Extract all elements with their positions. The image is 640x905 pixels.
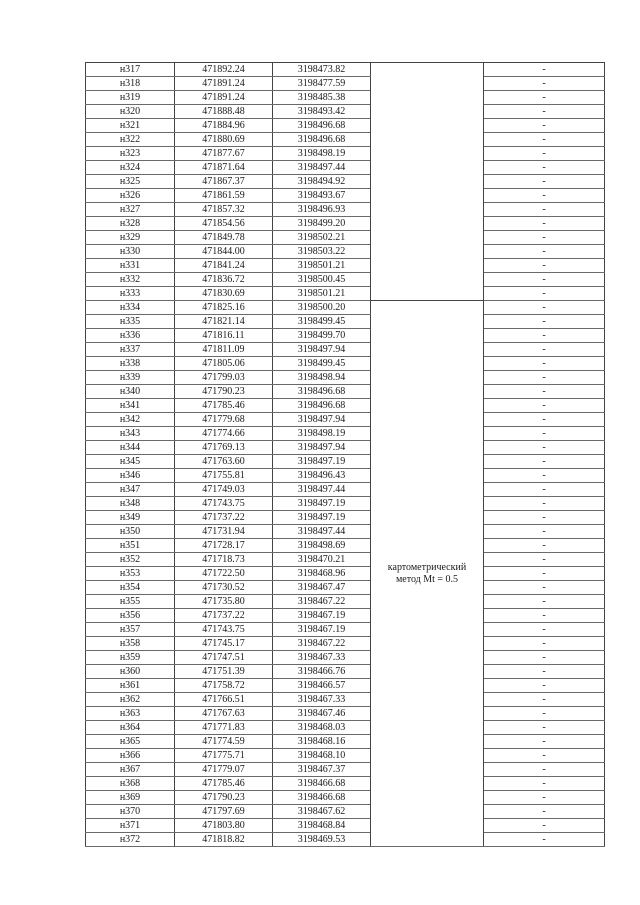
point-name-cell: н320 [86,105,175,119]
error-cell: - [484,791,605,805]
point-name-cell: н333 [86,287,175,301]
error-cell: - [484,693,605,707]
x-coordinate-cell: 471767.63 [175,707,273,721]
x-coordinate-cell: 471877.67 [175,147,273,161]
error-cell: - [484,749,605,763]
x-coordinate-cell: 471861.59 [175,189,273,203]
point-name-cell: н349 [86,511,175,525]
point-name-cell: н358 [86,637,175,651]
error-cell: - [484,819,605,833]
y-coordinate-cell: 3198468.16 [273,735,371,749]
y-coordinate-cell: 3198497.44 [273,483,371,497]
x-coordinate-cell: 471844.00 [175,245,273,259]
error-cell: - [484,651,605,665]
y-coordinate-cell: 3198466.68 [273,777,371,791]
point-name-cell: н364 [86,721,175,735]
method-text-line: картометрический [387,561,467,573]
point-name-cell: н326 [86,189,175,203]
table-row [86,819,605,833]
x-coordinate-cell: 471743.75 [175,623,273,637]
y-coordinate-cell: 3198485.38 [273,91,371,105]
error-cell: - [484,567,605,581]
y-coordinate-cell: 3198467.22 [273,637,371,651]
x-coordinate-cell: 471718.73 [175,553,273,567]
point-name-cell: н340 [86,385,175,399]
table-row [86,441,605,455]
error-cell: - [484,665,605,679]
error-cell: - [484,735,605,749]
error-cell: - [484,119,605,133]
table-row [86,595,605,609]
x-coordinate-cell: 471763.60 [175,455,273,469]
table-row [86,147,605,161]
x-coordinate-cell: 471816.11 [175,329,273,343]
y-coordinate-cell: 3198477.59 [273,77,371,91]
table-row [86,833,605,847]
x-coordinate-cell: 471722.50 [175,567,273,581]
point-name-cell: н345 [86,455,175,469]
table-row [86,553,605,567]
point-name-cell: н325 [86,175,175,189]
table-row [86,315,605,329]
y-coordinate-cell: 3198493.42 [273,105,371,119]
x-coordinate-cell: 471735.80 [175,595,273,609]
point-name-cell: н330 [86,245,175,259]
point-name-cell: н361 [86,679,175,693]
point-name-cell: н367 [86,763,175,777]
table-row [86,525,605,539]
y-coordinate-cell: 3198501.21 [273,259,371,273]
table-row [86,399,605,413]
point-name-cell: н348 [86,497,175,511]
error-cell: - [484,385,605,399]
table-row [86,679,605,693]
x-coordinate-cell: 471749.03 [175,483,273,497]
point-name-cell: н354 [86,581,175,595]
error-cell: - [484,553,605,567]
x-coordinate-cell: 471825.16 [175,301,273,315]
x-coordinate-cell: 471751.39 [175,665,273,679]
error-cell: - [484,399,605,413]
x-coordinate-cell: 471747.51 [175,651,273,665]
y-coordinate-cell: 3198500.20 [273,301,371,315]
error-cell: - [484,497,605,511]
table-row [86,637,605,651]
x-coordinate-cell: 471731.94 [175,525,273,539]
x-coordinate-cell: 471755.81 [175,469,273,483]
x-coordinate-cell: 471880.69 [175,133,273,147]
error-cell: - [484,189,605,203]
y-coordinate-cell: 3198497.94 [273,343,371,357]
x-coordinate-cell: 471857.32 [175,203,273,217]
error-cell: - [484,539,605,553]
table-row [86,301,605,315]
point-name-cell: н369 [86,791,175,805]
error-cell: - [484,805,605,819]
table-row [86,105,605,119]
error-cell: - [484,469,605,483]
y-coordinate-cell: 3198497.19 [273,497,371,511]
error-cell: - [484,763,605,777]
y-coordinate-cell: 3198500.45 [273,273,371,287]
table-row [86,175,605,189]
y-coordinate-cell: 3198501.21 [273,287,371,301]
point-name-cell: н343 [86,427,175,441]
error-cell: - [484,777,605,791]
table-row [86,357,605,371]
error-cell: - [484,525,605,539]
y-coordinate-cell: 3198467.19 [273,623,371,637]
x-coordinate-cell: 471799.03 [175,371,273,385]
y-coordinate-cell: 3198497.19 [273,511,371,525]
point-name-cell: н350 [86,525,175,539]
table-row [86,133,605,147]
table-row [86,217,605,231]
point-name-cell: н332 [86,273,175,287]
point-name-cell: н362 [86,693,175,707]
y-coordinate-cell: 3198497.44 [273,161,371,175]
x-coordinate-cell: 471811.09 [175,343,273,357]
error-cell: - [484,161,605,175]
error-cell: - [484,231,605,245]
table-row [86,259,605,273]
error-cell: - [484,441,605,455]
error-cell: - [484,273,605,287]
x-coordinate-cell: 471849.78 [175,231,273,245]
y-coordinate-cell: 3198468.96 [273,567,371,581]
x-coordinate-cell: 471836.72 [175,273,273,287]
x-coordinate-cell: 471884.96 [175,119,273,133]
y-coordinate-cell: 3198502.21 [273,231,371,245]
x-coordinate-cell: 471730.52 [175,581,273,595]
error-cell: - [484,301,605,315]
error-cell: - [484,483,605,497]
point-name-cell: н372 [86,833,175,847]
table-row [86,231,605,245]
point-name-cell: н360 [86,665,175,679]
x-coordinate-cell: 471867.37 [175,175,273,189]
error-cell: - [484,455,605,469]
y-coordinate-cell: 3198498.19 [273,427,371,441]
point-name-cell: н347 [86,483,175,497]
table-row [86,791,605,805]
point-name-cell: н317 [86,63,175,77]
x-coordinate-cell: 471854.56 [175,217,273,231]
error-cell: - [484,133,605,147]
y-coordinate-cell: 3198466.76 [273,665,371,679]
table-row [86,567,605,581]
point-name-cell: н319 [86,91,175,105]
point-name-cell: н331 [86,259,175,273]
error-cell: - [484,147,605,161]
error-cell: - [484,175,605,189]
y-coordinate-cell: 3198467.19 [273,609,371,623]
x-coordinate-cell: 471769.13 [175,441,273,455]
x-coordinate-cell: 471766.51 [175,693,273,707]
x-coordinate-cell: 471891.24 [175,91,273,105]
point-name-cell: н342 [86,413,175,427]
y-coordinate-cell: 3198499.45 [273,315,371,329]
table-row [86,581,605,595]
table-row [86,777,605,791]
error-cell: - [484,315,605,329]
x-coordinate-cell: 471803.80 [175,819,273,833]
table-row [86,77,605,91]
y-coordinate-cell: 3198494.92 [273,175,371,189]
y-coordinate-cell: 3198503.22 [273,245,371,259]
table-row [86,539,605,553]
point-name-cell: н322 [86,133,175,147]
point-name-cell: н366 [86,749,175,763]
error-cell: - [484,259,605,273]
error-cell: - [484,245,605,259]
y-coordinate-cell: 3198466.68 [273,791,371,805]
y-coordinate-cell: 3198470.21 [273,553,371,567]
table-row [86,763,605,777]
point-name-cell: н356 [86,609,175,623]
y-coordinate-cell: 3198467.33 [273,693,371,707]
x-coordinate-cell: 471888.48 [175,105,273,119]
error-cell: - [484,371,605,385]
error-cell: - [484,427,605,441]
point-name-cell: н370 [86,805,175,819]
error-cell: - [484,721,605,735]
error-cell: - [484,77,605,91]
point-name-cell: н324 [86,161,175,175]
x-coordinate-cell: 471758.72 [175,679,273,693]
point-name-cell: н329 [86,231,175,245]
y-coordinate-cell: 3198467.62 [273,805,371,819]
y-coordinate-cell: 3198493.67 [273,189,371,203]
x-coordinate-cell: 471841.24 [175,259,273,273]
x-coordinate-cell: 471771.83 [175,721,273,735]
table-row [86,329,605,343]
x-coordinate-cell: 471891.24 [175,77,273,91]
x-coordinate-cell: 471785.46 [175,399,273,413]
point-name-cell: н338 [86,357,175,371]
y-coordinate-cell: 3198468.10 [273,749,371,763]
y-coordinate-cell: 3198498.69 [273,539,371,553]
y-coordinate-cell: 3198497.44 [273,525,371,539]
y-coordinate-cell: 3198498.94 [273,371,371,385]
point-name-cell: н341 [86,399,175,413]
error-cell: - [484,329,605,343]
y-coordinate-cell: 3198497.19 [273,455,371,469]
error-cell: - [484,609,605,623]
x-coordinate-cell: 471775.71 [175,749,273,763]
table-row [86,287,605,301]
point-name-cell: н339 [86,371,175,385]
point-name-cell: н353 [86,567,175,581]
x-coordinate-cell: 471892.24 [175,63,273,77]
y-coordinate-cell: 3198467.47 [273,581,371,595]
y-coordinate-cell: 3198496.43 [273,469,371,483]
y-coordinate-cell: 3198499.20 [273,217,371,231]
x-coordinate-cell: 471728.17 [175,539,273,553]
y-coordinate-cell: 3198499.70 [273,329,371,343]
point-name-cell: н355 [86,595,175,609]
x-coordinate-cell: 471790.23 [175,791,273,805]
coordinates-table-body [86,63,605,847]
table-row [86,203,605,217]
x-coordinate-cell: 471785.46 [175,777,273,791]
point-name-cell: н368 [86,777,175,791]
error-cell: - [484,511,605,525]
table-row [86,385,605,399]
point-name-cell: н359 [86,651,175,665]
error-cell: - [484,707,605,721]
y-coordinate-cell: 3198497.94 [273,413,371,427]
table-row [86,119,605,133]
table-row [86,497,605,511]
point-name-cell: н334 [86,301,175,315]
point-name-cell: н365 [86,735,175,749]
y-coordinate-cell: 3198468.84 [273,819,371,833]
table-row [86,189,605,203]
y-coordinate-cell: 3198498.19 [273,147,371,161]
y-coordinate-cell: 3198467.22 [273,595,371,609]
error-cell: - [484,595,605,609]
point-name-cell: н321 [86,119,175,133]
x-coordinate-cell: 471774.59 [175,735,273,749]
y-coordinate-cell: 3198496.68 [273,399,371,413]
point-name-cell: н318 [86,77,175,91]
method-cell [371,301,484,847]
table-row [86,91,605,105]
table-row [86,693,605,707]
error-cell: - [484,287,605,301]
x-coordinate-cell: 471737.22 [175,511,273,525]
x-coordinate-cell: 471737.22 [175,609,273,623]
table-row [86,749,605,763]
error-cell: - [484,203,605,217]
table-row [86,623,605,637]
y-coordinate-cell: 3198497.94 [273,441,371,455]
point-name-cell: н337 [86,343,175,357]
error-cell: - [484,679,605,693]
error-cell: - [484,91,605,105]
error-cell: - [484,413,605,427]
table-row [86,805,605,819]
error-cell: - [484,105,605,119]
error-cell: - [484,63,605,77]
point-name-cell: н357 [86,623,175,637]
table-row [86,609,605,623]
table-row [86,651,605,665]
x-coordinate-cell: 471797.69 [175,805,273,819]
y-coordinate-cell: 3198467.33 [273,651,371,665]
point-name-cell: н352 [86,553,175,567]
method-cell-upper [371,63,484,301]
table-row [86,413,605,427]
table-row [86,161,605,175]
point-name-cell: н363 [86,707,175,721]
point-name-cell: н344 [86,441,175,455]
point-name-cell: н351 [86,539,175,553]
table-row [86,483,605,497]
point-name-cell: н371 [86,819,175,833]
error-cell: - [484,343,605,357]
table-row [86,511,605,525]
point-name-cell: н327 [86,203,175,217]
x-coordinate-cell: 471743.75 [175,497,273,511]
y-coordinate-cell: 3198469.53 [273,833,371,847]
x-coordinate-cell: 471830.69 [175,287,273,301]
y-coordinate-cell: 3198496.93 [273,203,371,217]
error-cell: - [484,623,605,637]
point-name-cell: н328 [86,217,175,231]
y-coordinate-cell: 3198466.57 [273,679,371,693]
x-coordinate-cell: 471818.82 [175,833,273,847]
point-name-cell: н335 [86,315,175,329]
x-coordinate-cell: 471821.14 [175,315,273,329]
method-text-line: метод Mt = 0.5 [395,573,459,585]
y-coordinate-cell: 3198467.37 [273,763,371,777]
error-cell: - [484,357,605,371]
x-coordinate-cell: 471779.68 [175,413,273,427]
x-coordinate-cell: 471774.66 [175,427,273,441]
y-coordinate-cell: 3198473.82 [273,63,371,77]
y-coordinate-cell: 3198467.46 [273,707,371,721]
coordinates-table [85,62,605,847]
error-cell: - [484,581,605,595]
table-row [86,343,605,357]
error-cell: - [484,637,605,651]
x-coordinate-cell: 471745.17 [175,637,273,651]
x-coordinate-cell: 471871.64 [175,161,273,175]
y-coordinate-cell: 3198496.68 [273,119,371,133]
table-row [86,273,605,287]
point-name-cell: н336 [86,329,175,343]
x-coordinate-cell: 471790.23 [175,385,273,399]
table-row [86,721,605,735]
table-row [86,469,605,483]
table-row [86,455,605,469]
error-cell: - [484,217,605,231]
x-coordinate-cell: 471779.07 [175,763,273,777]
table-row [86,371,605,385]
y-coordinate-cell: 3198499.45 [273,357,371,371]
x-coordinate-cell: 471805.06 [175,357,273,371]
table-row [86,665,605,679]
point-name-cell: н323 [86,147,175,161]
y-coordinate-cell: 3198496.68 [273,133,371,147]
y-coordinate-cell: 3198468.03 [273,721,371,735]
table-row [86,735,605,749]
table-row [86,427,605,441]
table-row [86,707,605,721]
point-name-cell: н346 [86,469,175,483]
y-coordinate-cell: 3198496.68 [273,385,371,399]
table-row [86,245,605,259]
table-row [86,63,605,77]
error-cell: - [484,833,605,847]
